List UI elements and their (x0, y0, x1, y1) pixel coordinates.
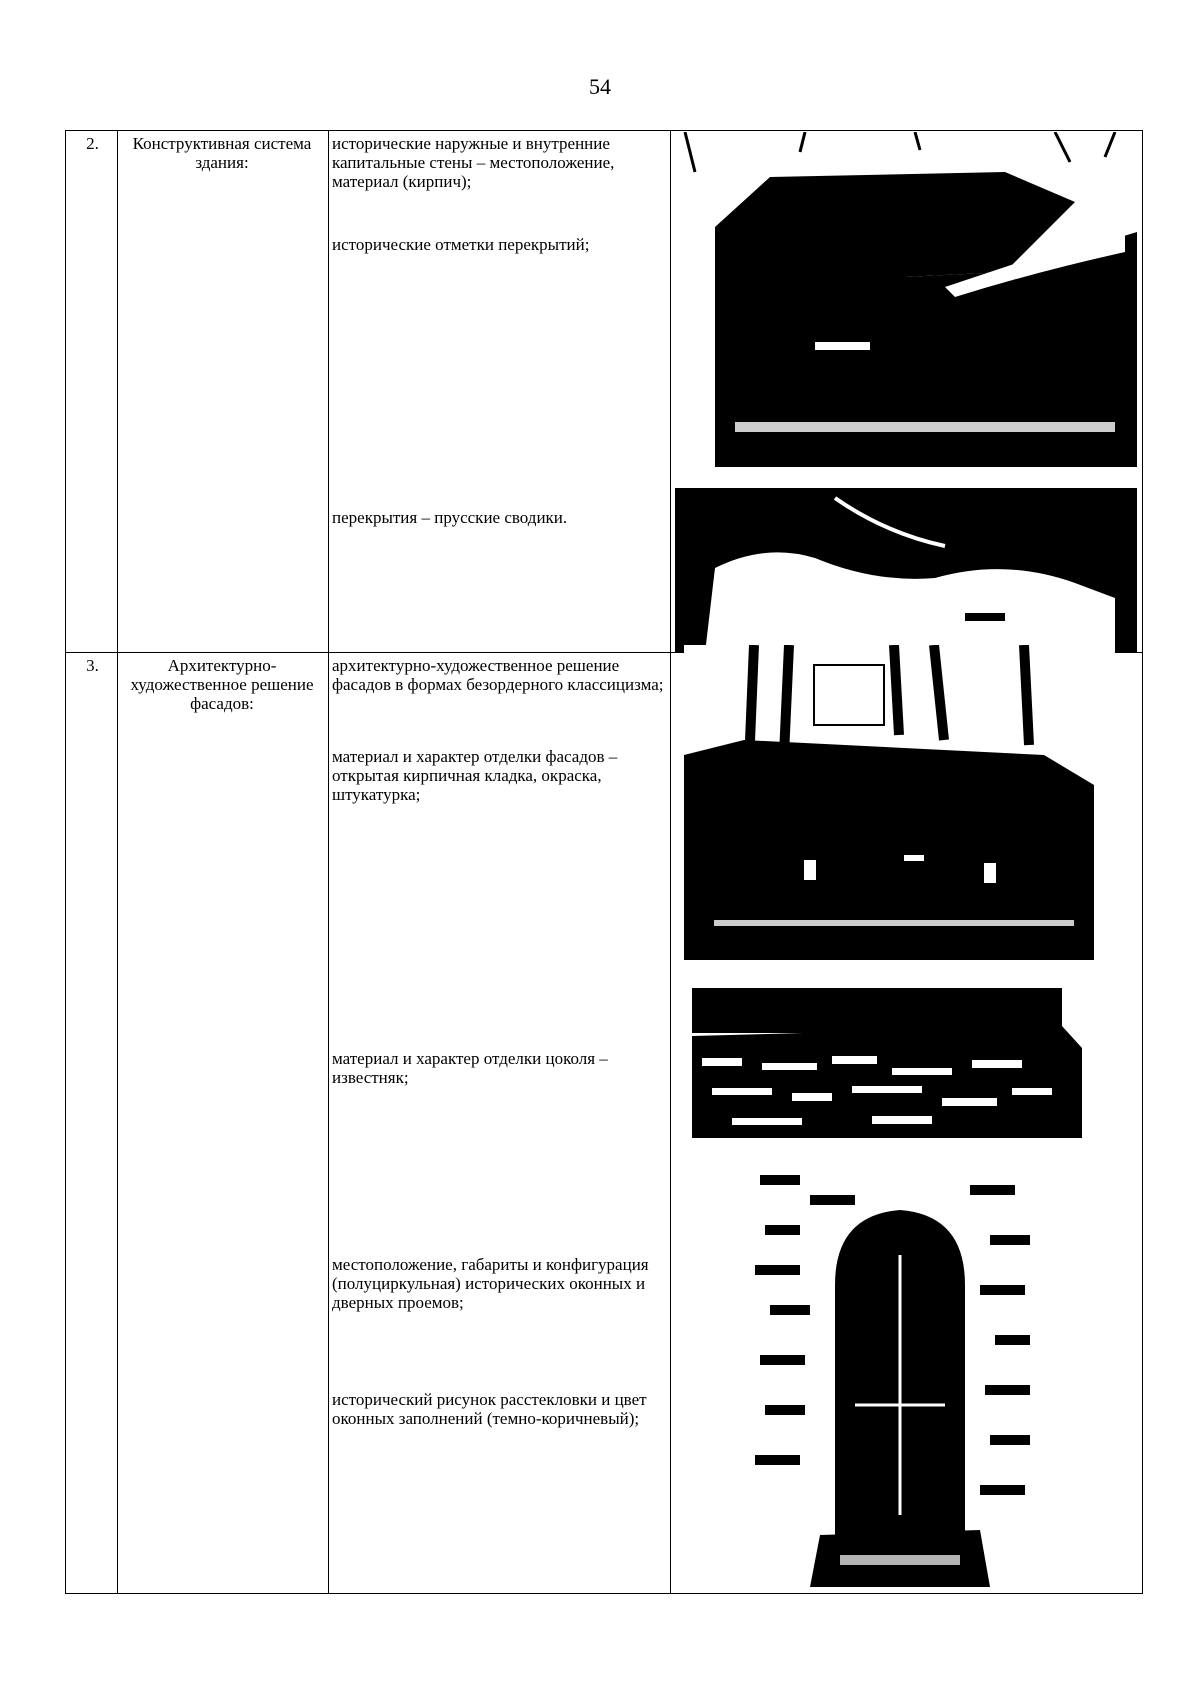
table-right-border (1142, 130, 1143, 1594)
table-top-border (65, 130, 1143, 131)
row-name: Архитектурно-художественное решение фасадов: (130, 656, 314, 713)
row-item: исторические наружные и внутренние капитальные стены – местоположение, материал (кирпич); (332, 134, 615, 191)
row-number: 2. (86, 134, 99, 153)
table-left-border (65, 130, 66, 1594)
photo-prussian-vaults (675, 488, 1137, 653)
row-item: архитектурно-художественное решение фасадов в формах безордерного классицизма; (332, 656, 664, 694)
row-item: материал и характер отделки цоколя – известняк; (332, 1049, 608, 1087)
photo-facade (684, 645, 1094, 960)
row-name: Конструктивная система здания: (132, 134, 312, 172)
photo-building-walls (675, 132, 1137, 467)
column-divider-2 (328, 130, 329, 1594)
row-item: исторические отметки перекрытий; (332, 235, 590, 254)
table-bottom-border (65, 1593, 1143, 1594)
photo-arched-window (750, 1155, 1050, 1587)
row-item: перекрытия – прусские сводики. (332, 508, 568, 527)
row-number: 3. (86, 656, 99, 675)
photo-limestone-plinth (692, 988, 1122, 1138)
row-item: исторический рисунок расстекловки и цвет оконных заполнений (темно-коричневый); (332, 1390, 647, 1428)
column-divider-1 (117, 130, 118, 1594)
row-item: местоположение, габариты и конфигурация (полуциркульная) исторических оконных и дверных проемов; (332, 1255, 649, 1312)
page-number: 54 (589, 74, 611, 99)
column-divider-3 (670, 130, 671, 1594)
row-item: материал и характер отделки фасадов – открытая кирпичная кладка, окраска, штукатурка; (332, 747, 618, 804)
